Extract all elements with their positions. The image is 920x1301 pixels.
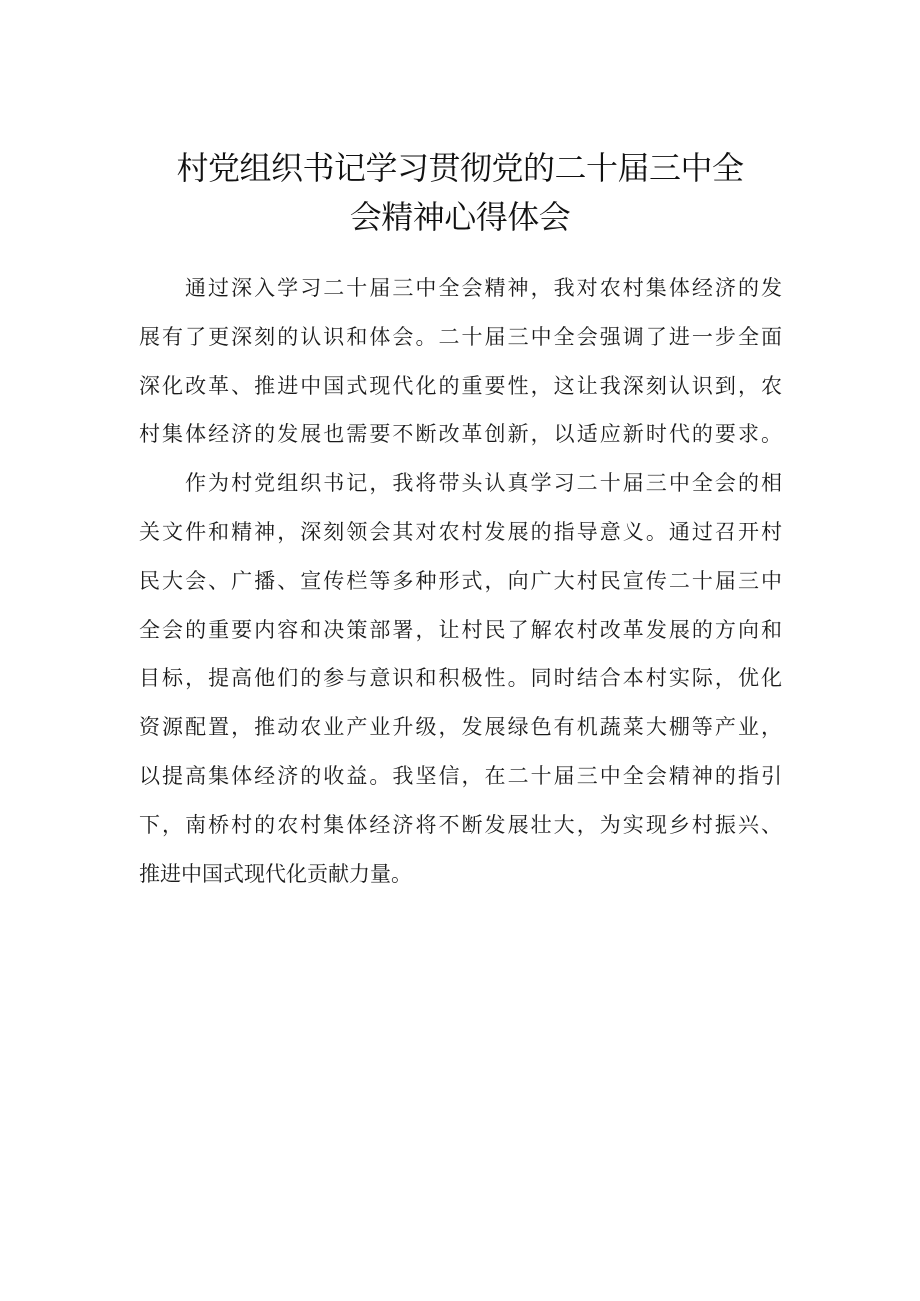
title-line-2: 会精神心得体会	[349, 198, 571, 236]
paragraph-line: 全会的重要内容和决策部署，让村民了解农村改革发展的方向和	[139, 617, 782, 642]
paragraph-line: 通过深入学习二十届三中全会精神，我对农村集体经济的发	[185, 276, 782, 300]
paragraph-line: 关文件和精神，深刻领会其对农村发展的指导意义。通过召开村	[139, 519, 782, 544]
paragraph-line: 下，南桥村的农村集体经济将不断发展壮大，为实现乡村振兴、	[139, 812, 782, 837]
paragraph-line: 民大会、广播、宣传栏等多种形式，向广大村民宣传二十届三中	[139, 568, 782, 593]
paragraph-1	[139, 264, 782, 459]
paragraph-line: 目标，提高他们的参与意识和积极性。同时结合本村实际，优化	[139, 666, 782, 691]
paragraph-line: 展有了更深刻的认识和体会。二十届三中全会强调了进一步全面	[139, 324, 782, 349]
paragraph-line: 深化改革、推进中国式现代化的重要性，这让我深刻认识到，农	[139, 373, 782, 398]
paragraph-line: 推进中国式现代化贡献力量。	[139, 861, 412, 886]
paragraph-line: 作为村党组织书记，我将带头认真学习二十届三中全会的相	[185, 471, 782, 496]
paragraph-line: 以提高集体经济的收益。我坚信，在二十届三中全会精神的指引	[139, 763, 782, 788]
paragraph-line: 村集体经济的发展也需要不断改革创新，以适应新时代的要求。	[139, 422, 782, 447]
paragraph-line: 资源配置，推动农业产业升级，发展绿色有机蔬菜大棚等产业，	[139, 715, 782, 740]
document-title	[140, 144, 780, 242]
paragraph-2	[139, 459, 782, 898]
title-line-1: 村党组织书记学习贯彻党的二十届三中全	[176, 149, 744, 187]
document-body	[139, 264, 782, 898]
